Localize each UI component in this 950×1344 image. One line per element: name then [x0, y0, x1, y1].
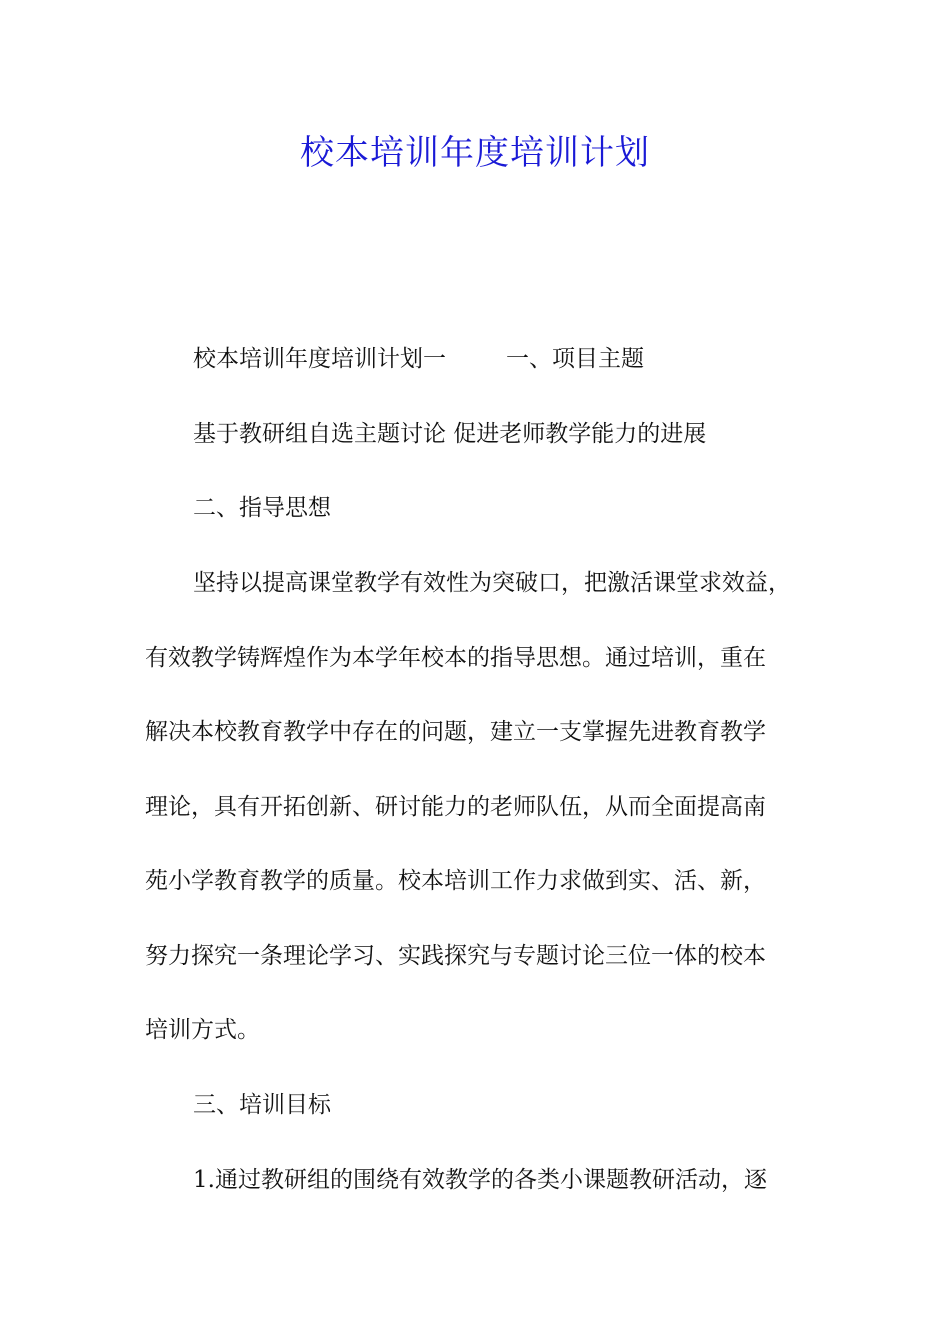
paragraph-line-8: 苑小学教育教学的质量。校本培训工作力求做到实、活、新，: [145, 868, 766, 894]
paragraph-line-5: 有效教学铸辉煌作为本学年校本的指导思想。通过培训，重在: [145, 645, 766, 671]
section-heading-3: 三、培训目标: [193, 1092, 331, 1118]
paragraph-line-9: 努力探究一条理论学习、实践探究与专题讨论三位一体的校本: [145, 943, 766, 969]
paragraph-line-4: 坚持以提高课堂教学有效性为突破口，把激活课堂求效益，: [193, 570, 791, 596]
plan-heading: 校本培训年度培训计划一: [193, 346, 446, 372]
paragraph-line-2: 基于教研组自选主题讨论 促进老师教学能力的进展: [193, 421, 707, 447]
paragraph-line-6: 解决本校教育教学中存在的问题，建立一支掌握先进教育教学: [145, 719, 766, 745]
paragraph-line-10: 培训方式。: [145, 1017, 260, 1043]
document-title: 校本培训年度培训计划: [300, 133, 650, 173]
paragraph-line-7: 理论，具有开拓创新、研讨能力的老师队伍，从而全面提高南: [145, 794, 766, 820]
paragraph-line-12: 1.通过教研组的围绕有效教学的各类小课题教研活动，逐: [193, 1167, 767, 1193]
section-heading-1: 一、项目主题: [506, 346, 644, 372]
paragraph-line-1: [193, 344, 873, 374]
section-heading-2: 二、指导思想: [193, 495, 331, 521]
